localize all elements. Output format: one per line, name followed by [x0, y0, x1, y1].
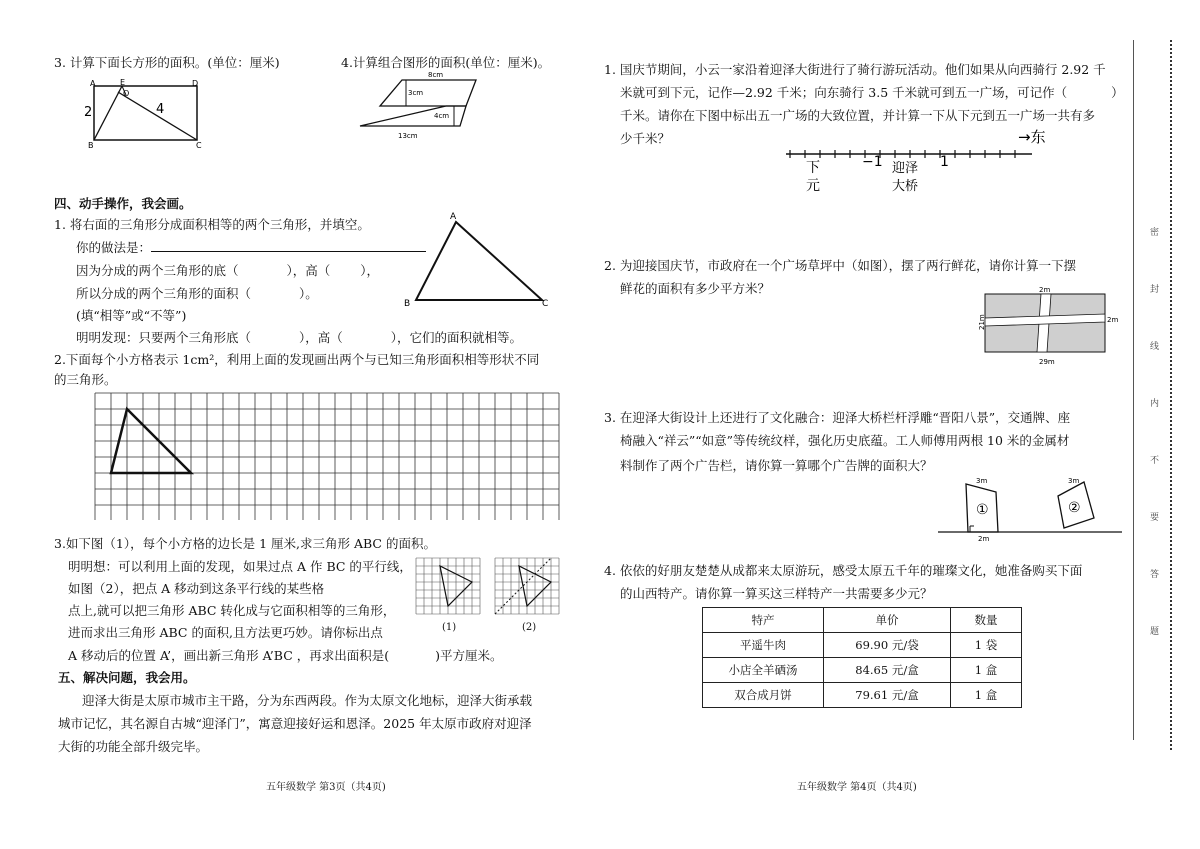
cell: 1 盒 [951, 683, 1022, 708]
r-q2-a: 2. 为迎接国庆节，市政府在一个广场草坪中（如图），摆了两行鲜花，请你计算一下摆 [604, 258, 1077, 273]
billboards-figure [936, 474, 1126, 542]
board-w1: 3m [976, 477, 988, 485]
s4q2-b: 的三角形。 [54, 372, 117, 387]
s4q3-a: 3.如下图（1），每个小方格的边长是 1 厘米,求三角形 ABC 的面积。 [54, 536, 436, 551]
cell: 双合成月饼 [703, 683, 824, 708]
r-q3-a: 3. 在迎泽大街设计上还进行了文化融合：迎泽大桥栏杆浮雕“晋阳八景”，交通牌、座 [604, 410, 1071, 425]
label-b: B [88, 141, 94, 150]
board-w2: 3m [1068, 477, 1080, 485]
cell: 79.61 元/盒 [824, 683, 951, 708]
s4q3-c: 如图（2），把点 A 移动到这条平行线的某些格 [68, 581, 325, 596]
binding-char: 不 [1150, 456, 1160, 466]
cell: 69.90 元/袋 [824, 633, 951, 658]
one-label: 1 [940, 154, 949, 170]
board-n2: ② [1068, 500, 1081, 516]
lawn-right: 2m [1107, 316, 1119, 324]
footer-left: 五年级数学 第3页（共4页) [266, 782, 386, 793]
r-q3-c: 料制作了两个广告栏，请你算一算哪个广告牌的面积大？ [620, 458, 933, 473]
east-label: →东 [1018, 128, 1046, 146]
label-h2: 4cm [434, 112, 450, 120]
label-four: 4 [156, 102, 165, 117]
cell: 小店全羊硒汤 [703, 658, 824, 683]
cell: 1 袋 [951, 633, 1022, 658]
lawn-left: 21m [978, 314, 986, 330]
table-row [703, 683, 1022, 708]
binding-char: 题 [1150, 627, 1160, 637]
bridge-label-1: 迎泽 [892, 161, 919, 176]
intro-b: 城市记忆，其名源自古城“迎泽门”，寓意迎接好运和恩泽。2025 年太原市政府对迎泽 [58, 716, 532, 731]
binding-char: 密 [1150, 228, 1160, 238]
binding-char: 线 [1150, 342, 1160, 352]
table-row [703, 658, 1022, 683]
th-item: 特产 [703, 608, 824, 633]
combination-figure [350, 70, 480, 140]
seal-dotted-line [1170, 40, 1172, 750]
specialty-table [702, 607, 1022, 708]
bridge-label-2: 大桥 [892, 179, 919, 194]
r-q1-a: 1. 国庆节期间，小云一家沿着迎泽大街进行了骑行游玩活动。他们如果从向西骑行 2.92 千 [604, 62, 1106, 77]
triangle-abc [400, 208, 560, 308]
cell: 平遥牛肉 [703, 633, 824, 658]
s4q1-method: 你的做法是： [76, 240, 426, 256]
label-top: 8cm [428, 71, 444, 79]
q3-rect-area: 3. 计算下面长方形的面积。(单位：厘米) [54, 55, 280, 70]
th-price: 单价 [824, 608, 951, 633]
tri-label-a: A [450, 212, 457, 222]
r-q1-b: 米就可到下元，记作—2.92 千米；向东骑行 3.5 千米就可到五一广场，可记作（ ） [620, 85, 1124, 100]
label-d: D [192, 79, 199, 88]
s4q1-line5: 明明发现：只要两个三角形底（ ），高（ ），它们的面积就相等。 [76, 330, 523, 345]
tri-label-c: C [542, 299, 549, 308]
s4q3-f: A 移动后的位置 A’，画出新三角形 A’BC ，再求出面积是( )平方厘米。 [68, 648, 503, 663]
s4q3-d: 点上,就可以把三角形 ABC 转化成与它面积相等的三角形， [68, 603, 396, 618]
table-row [703, 633, 1022, 658]
label-bottom: 13cm [398, 132, 418, 140]
s4q3-e: 进而求出三角形 ABC 的面积,且方法更巧妙。请你标出点 [68, 625, 383, 640]
s4q1-line3: 所以分成的两个三角形的面积（ ）。 [76, 286, 318, 301]
section5-title: 五、解决问题，我会用。 [58, 670, 196, 685]
label-c: C [196, 141, 202, 150]
number-line[interactable] [780, 126, 1070, 196]
s4q3-b: 明明想：可以利用上面的发现，如果过点 A 作 BC 的平行线， [68, 559, 412, 574]
grid-paper[interactable] [94, 392, 560, 520]
board-n1: ① [976, 502, 989, 518]
method-blank[interactable] [151, 251, 426, 252]
minus-one-label: −1 [862, 154, 883, 170]
r-q4-b: 的山西特产。请你算一算买这三样特产一共需要多少元？ [620, 586, 933, 601]
s4q1-line4: (填“相等”或“不等”) [76, 308, 187, 323]
label-two: 2 [84, 105, 93, 120]
rectangle-figure [80, 78, 210, 150]
cell: 1 盒 [951, 658, 1022, 683]
s4q1: 1. 将右面的三角形分成面积相等的两个三角形，并填空。 [54, 217, 370, 232]
lawn-top: 2m [1039, 286, 1051, 294]
binding-char: 封 [1150, 285, 1160, 295]
figure-1 [414, 556, 486, 618]
label-h1: 3cm [408, 89, 424, 97]
xiayuan-label-2: 元 [806, 178, 820, 194]
lawn-figure [975, 284, 1125, 372]
binding-char: 要 [1150, 513, 1160, 523]
lawn-bottom: 29m [1039, 358, 1055, 366]
label-a: A [90, 79, 96, 88]
r-q2-b: 鲜花的面积有多少平方米？ [620, 281, 771, 296]
cell: 84.65 元/盒 [824, 658, 951, 683]
fig1-caption: (1) [442, 622, 457, 633]
board-b1: 2m [978, 535, 990, 542]
r-q3-b: 椅融入“祥云”“如意”等传统纹样，强化历史底蕴。工人师傅用两根 10 米的金属材 [620, 433, 1070, 448]
binding-char: 内 [1150, 399, 1160, 409]
figure-2 [493, 556, 565, 618]
r-q1-d: 少千米？ [620, 131, 671, 146]
s4q2-a: 2.下面每个小方格表示 1cm²，利用上面的发现画出两个与已知三角形面积相等形状不同 [54, 352, 540, 367]
label-o: O [123, 89, 130, 98]
section4-title: 四、动手操作，我会画。 [54, 196, 192, 211]
label-e: E [120, 78, 126, 87]
intro-a: 迎泽大街是太原市城市主干路，分为东西两段。作为太原文化地标，迎泽大街承载 [82, 693, 533, 708]
s4q1-line2: 因为分成的两个三角形的底（ ），高（ ）， [76, 263, 380, 278]
q4-combo-area: 4.计算组合图形的面积(单位：厘米)。 [341, 55, 551, 70]
r-q1-c: 千米。请你在下图中标出五一广场的大致位置，并计算一下从下元到五一广场一共有多 [620, 108, 1096, 123]
r-q4-a: 4. 依依的好朋友楚楚从成都来太原游玩，感受太原五千年的璀璨文化，她准备购买下面 [604, 563, 1083, 578]
xiayuan-label-1: 下 [806, 160, 820, 176]
th-qty: 数量 [951, 608, 1022, 633]
tri-label-b: B [404, 299, 411, 308]
fig2-caption: (2) [522, 622, 537, 633]
footer-right: 五年级数学 第4页（共4页) [797, 782, 917, 793]
binding-char: 答 [1150, 570, 1160, 580]
intro-c: 大街的功能全部升级完毕。 [58, 739, 209, 754]
binding-margin [1133, 40, 1164, 740]
